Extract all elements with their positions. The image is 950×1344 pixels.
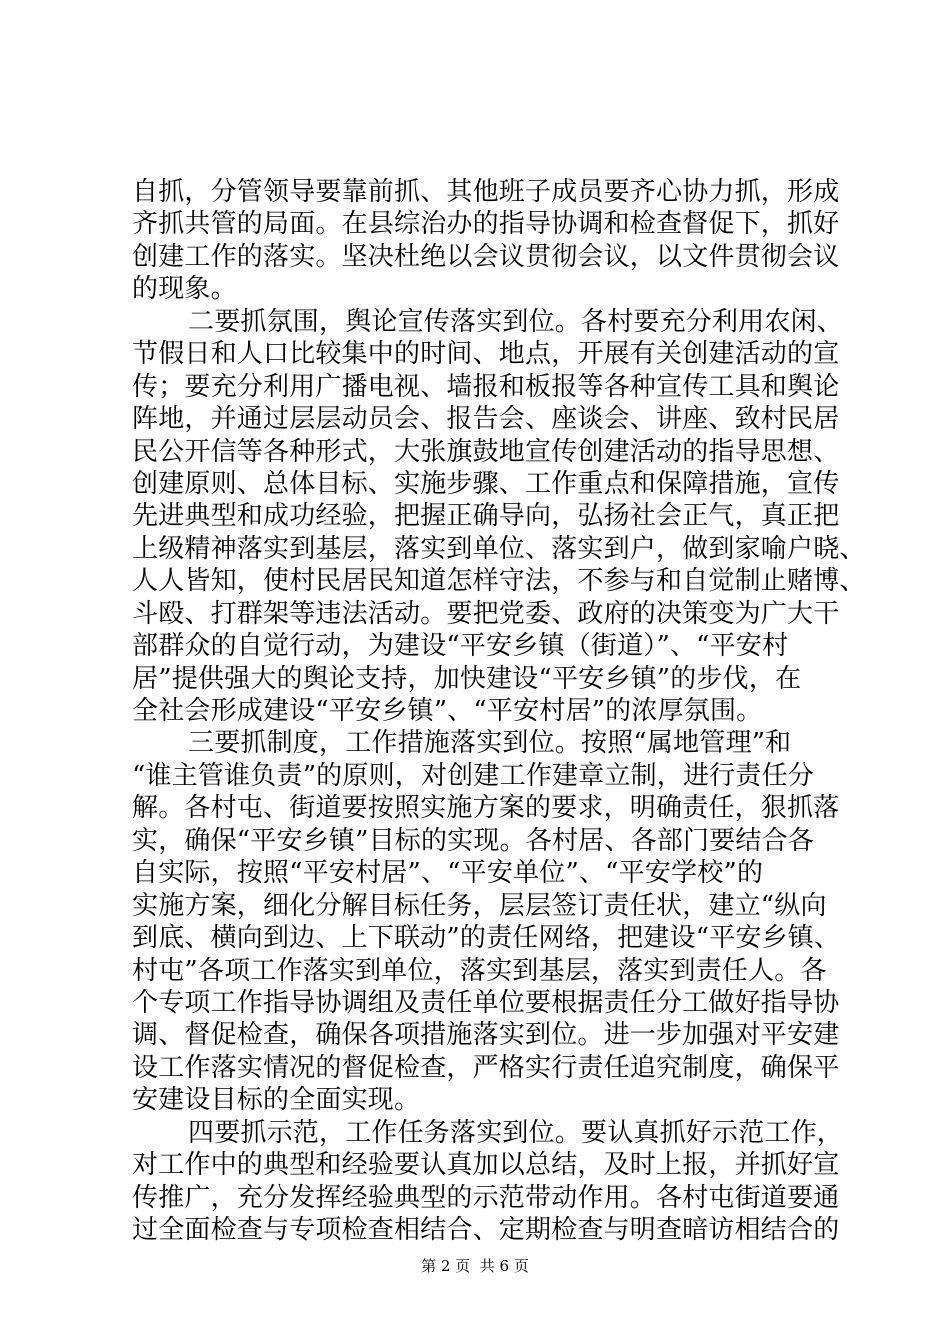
text-line: 解。各村屯、街道要按照实施方案的要求，明确责任，狠抓落: [132, 793, 840, 824]
page-number-footer: 第 2 页 共 6 页: [421, 1257, 529, 1275]
text-line: 民公开信等各种形式，大张旗鼓地宣传创建活动的指导思想、: [132, 436, 840, 467]
text-line: 到底、横向到边、上下联动”的责任网络，把建设“平安乡镇、: [132, 923, 841, 954]
text-line: 节假日和人口比较集中的时间、地点，开展有关创建活动的宣: [132, 339, 840, 370]
paragraph-start-line: 三要抓制度，工作措施落实到位。按照“属地管理”和: [188, 728, 792, 759]
paragraph-start-line: 二要抓氛围，舆论宣传落实到位。各村要充分利用农闲、: [188, 306, 844, 337]
text-line: 设工作落实情况的督促检查，严格实行责任追究制度，确保平: [132, 1052, 840, 1083]
text-line: 阵地，并通过层层动员会、报告会、座谈会、讲座、致村民居: [132, 404, 840, 435]
text-line: 部群众的自觉行动，为建设“平安乡镇（街道）”、“平安村: [132, 631, 789, 662]
text-line: 自实际，按照“平安村居”、“平安单位”、“平安学校”的: [132, 858, 764, 889]
text-line: 居”提供强大的舆论支持，加快建设“平安乡镇”的步伐，在: [132, 663, 802, 694]
text-line: 调、督促检查，确保各项措施落实到位。进一步加强对平安建: [132, 1020, 840, 1051]
text-line: 的现象。: [132, 274, 237, 305]
text-line: 村屯”各项工作落实到单位，落实到基层，落实到责任人。各: [132, 955, 827, 986]
text-line: 创建工作的落实。坚决杜绝以会议贯彻会议，以文件贯彻会议: [132, 241, 840, 272]
text-line: 齐抓共管的局面。在县综治办的指导协调和检查督促下，抓好: [132, 209, 840, 240]
text-line: 对工作中的典型和经验要认真加以总结，及时上报，并抓好宣: [132, 1150, 840, 1181]
text-line: “谁主管谁负责”的原则，对创建工作建章立制，进行责任分: [132, 760, 814, 791]
text-line: 实施方案，细化分解目标任务，层层签订责任状，建立“纵向: [132, 890, 827, 921]
text-line: 上级精神落实到基层，落实到单位、落实到户，做到家喻户晓、: [132, 533, 866, 564]
document-body: [132, 176, 866, 1246]
text-line: 安建设目标的全面实现。: [132, 1085, 421, 1116]
text-line: 实，确保“平安乡镇”目标的实现。各村居、各部门要结合各: [132, 825, 814, 856]
text-line: 斗殴、打群架等违法活动。要把党委、政府的决策变为广大干: [132, 598, 840, 629]
text-line: 人人皆知，使村民居民知道怎样守法，不参与和自觉制止赌博、: [132, 566, 866, 597]
text-line: 传；要充分利用广播电视、墙报和板报等各种宣传工具和舆论: [132, 371, 840, 402]
text-line: 过全面检查与专项检查相结合、定期检查与明查暗访相结合的: [132, 1215, 840, 1245]
text-line: 先进典型和成功经验，把握正确导向，弘扬社会正气，真正把: [132, 501, 840, 532]
text-line: 创建原则、总体目标、实施步骤、工作重点和保障措施，宣传: [132, 468, 840, 499]
text-line: 传推广，充分发挥经验典型的示范带动作用。各村屯街道要通: [132, 1182, 840, 1213]
paragraph-start-line: 四要抓示范，工作任务落实到位。要认真抓好示范工作，: [188, 1117, 844, 1148]
text-line: 个专项工作指导协调组及责任单位要根据责任分工做好指导协: [132, 987, 840, 1018]
text-line: 全社会形成建设“平安乡镇”、“平安村居”的浓厚氛围。: [132, 696, 763, 726]
text-line: 自抓，分管领导要靠前抓、其他班子成员要齐心协力抓，形成: [132, 177, 840, 207]
